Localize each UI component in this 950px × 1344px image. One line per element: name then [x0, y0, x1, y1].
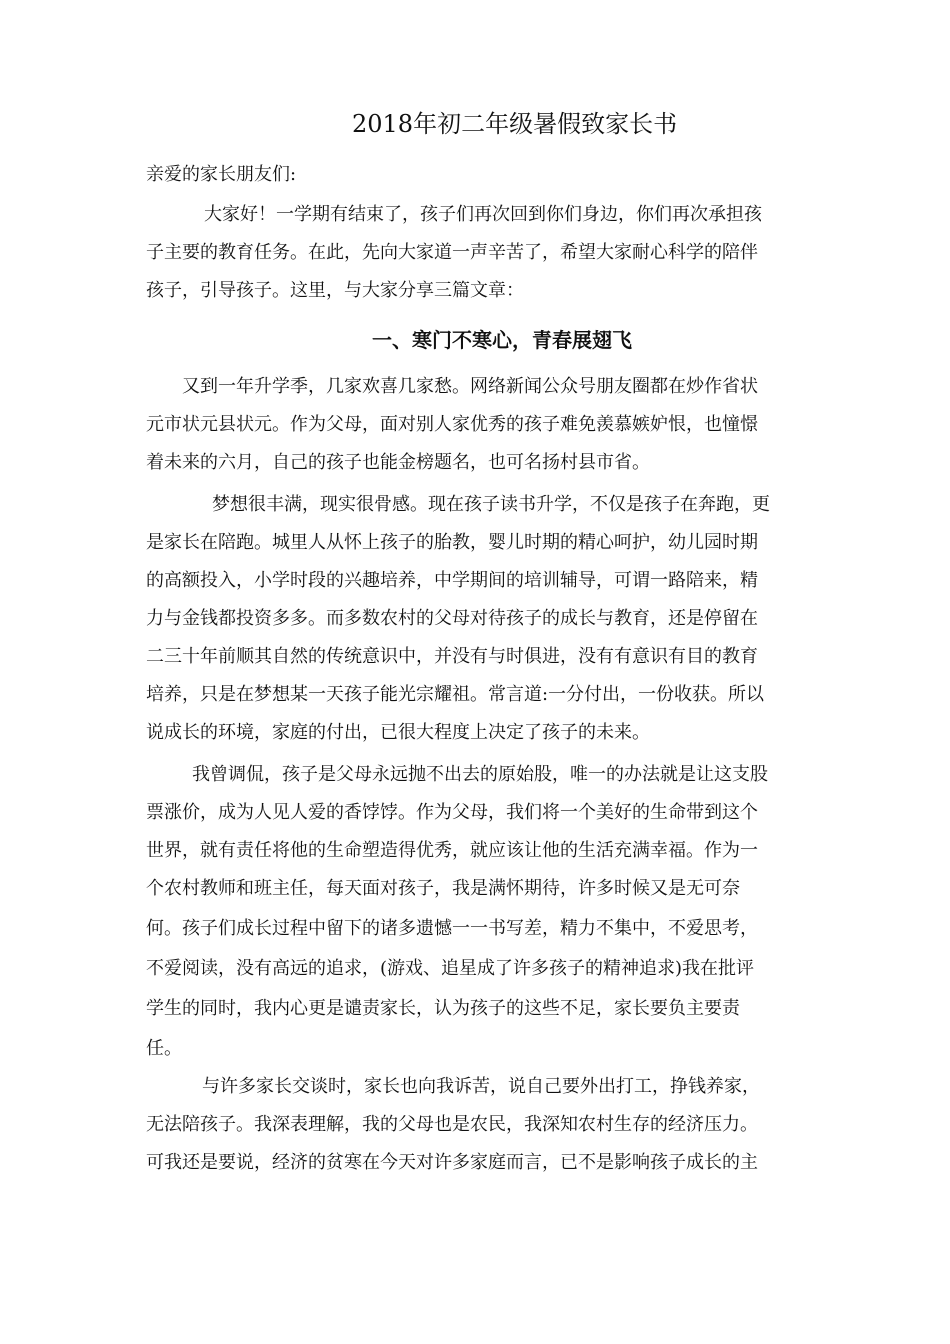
paragraph-line: 培养，只是在梦想某一天孩子能光宗耀祖。常言道:一分付出，一份收获。所以 — [146, 684, 765, 705]
paragraph-line: 何。孩子们成长过程中留下的诸多遗憾一一书写差，精力不集中，不爱思考， — [146, 918, 758, 939]
paragraph-line: 与许多家长交谈时，家长也向我诉苦，说自己要外出打工，挣钱养家， — [202, 1076, 760, 1097]
paragraph-line: 又到一年升学季，几家欢喜几家愁。网络新闻公众号朋友圈都在炒作省状 — [182, 376, 758, 397]
salutation: 亲爱的家长朋友们: — [146, 164, 297, 185]
paragraph-line: 我曾调侃，孩子是父母永远抛不出去的原始股，唯一的办法就是让这支股 — [192, 764, 768, 785]
paragraph-line: 可我还是要说，经济的贫寒在今天对许多家庭而言，已不是影响孩子成长的主 — [146, 1152, 758, 1173]
intro-line: 子主要的教育任务。在此，先向大家道一声辛苦了，希望大家耐心科学的陪伴 — [146, 242, 758, 263]
paragraph-line: 元市状元县状元。作为父母，面对别人家优秀的孩子难免羡慕嫉妒恨，也憧憬 — [146, 414, 758, 435]
paragraph-line: 无法陪孩子。我深表理解，我的父母也是农民，我深知农村生存的经济压力。 — [146, 1114, 758, 1135]
paragraph-line: 二三十年前顺其自然的传统意识中，并没有与时俱进，没有有意识有目的教育 — [146, 646, 758, 667]
intro-line: 大家好！一学期有结束了，孩子们再次回到你们身边，你们再次承担孩 — [204, 204, 762, 225]
paragraph-line: 说成长的环境，家庭的付出，已很大程度上决定了孩子的未来。 — [146, 722, 650, 743]
paragraph-line: 的高额投入，小学时段的兴趣培养，中学期间的培训辅导，可谓一路陪来，精 — [146, 570, 758, 591]
paragraph-line: 学生的同时，我内心更是谴责家长，认为孩子的这些不足，家长要负主要责 — [146, 998, 740, 1019]
paragraph-line: 着未来的六月，自己的孩子也能金榜题名，也可名扬村县市省。 — [146, 452, 650, 473]
paragraph-line: 票涨价，成为人见人爱的香饽饽。作为父母，我们将一个美好的生命带到这个 — [146, 802, 758, 823]
paragraph-line: 是家长在陪跑。城里人从怀上孩子的胎教，婴儿时期的精心呵护，幼儿园时期 — [146, 532, 758, 553]
intro-line: 孩子，引导孩子。这里，与大家分享三篇文章： — [146, 280, 524, 301]
paragraph-line: 力与金钱都投资多多。而多数农村的父母对待孩子的成长与教育，还是停留在 — [146, 608, 758, 629]
paragraph-line: 个农村教师和班主任，每天面对孩子，我是满怀期待，许多时候又是无可奈 — [146, 878, 740, 899]
section-heading: 一、寒门不寒心，青春展翅飞 — [372, 328, 632, 352]
paragraph-line: 梦想很丰满，现实很骨感。现在孩子读书升学，不仅是孩子在奔跑，更 — [212, 494, 770, 515]
paragraph-line: 任。 — [146, 1038, 182, 1059]
document-title: 2018年初二年级暑假致家长书 — [352, 110, 678, 138]
paragraph-line: 不爱阅读，没有高远的追求，(游戏、追星成了许多孩子的精神追求)我在批评 — [146, 958, 755, 979]
paragraph-line: 世界，就有责任将他的生命塑造得优秀，就应该让他的生活充满幸福。作为一 — [146, 840, 758, 861]
